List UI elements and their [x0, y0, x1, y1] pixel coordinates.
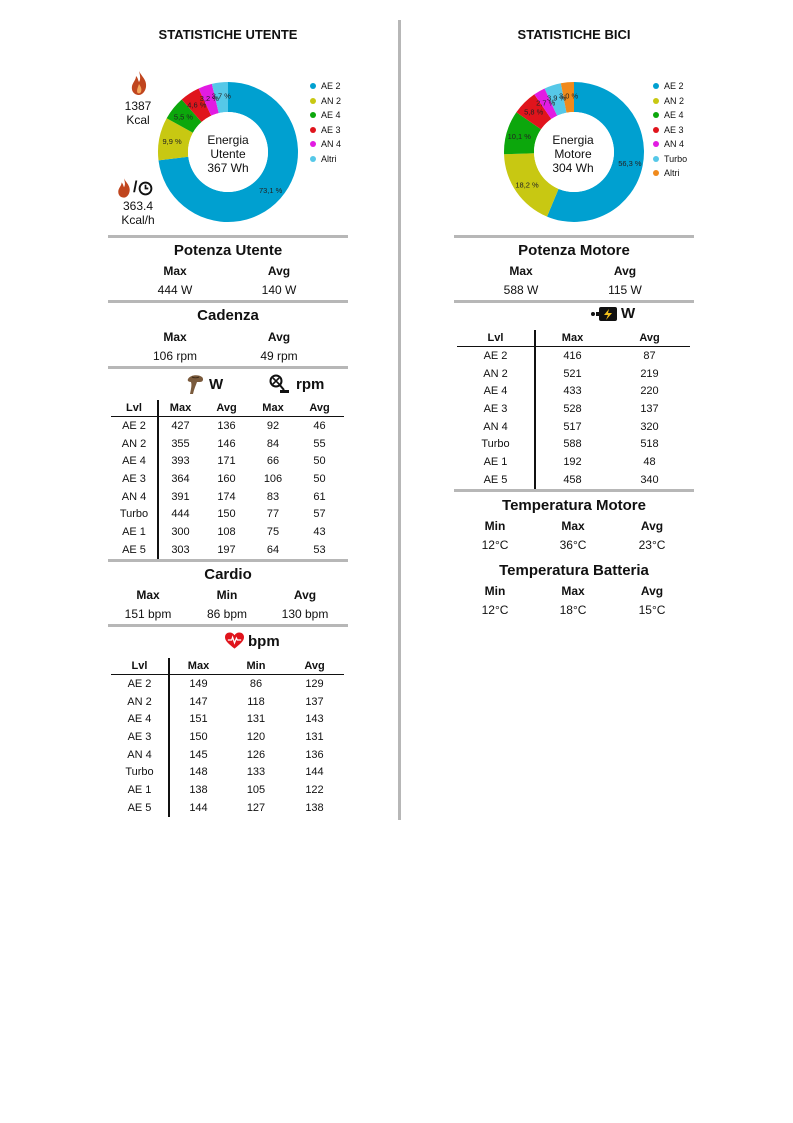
table-cell: 133 [246, 766, 266, 779]
motor-power-title: Potenza Motore [518, 242, 630, 259]
cadence-header [268, 373, 324, 395]
column-divider [398, 20, 401, 820]
table-row [457, 365, 690, 383]
table-cell: 50 [313, 455, 326, 468]
table-cell: 92 [266, 419, 280, 432]
table-cell: 146 [217, 437, 236, 450]
table-cell: AE 3 [111, 728, 169, 746]
leg-muscle-icon [184, 373, 206, 395]
legend-dot-icon [653, 112, 659, 118]
user-power-max: 444 W [157, 283, 193, 297]
legend-dot-icon [310, 83, 316, 89]
motor-temp-min-label: Min [484, 519, 506, 533]
table-cell: 127 [246, 801, 266, 814]
motor-energy-value: 304 Wh [552, 161, 594, 175]
table-cell: 55 [313, 437, 326, 450]
legend-label: Altri [321, 153, 337, 164]
table-cell: 87 [643, 349, 656, 362]
cadence-title: Cadenza [197, 307, 259, 324]
table-cell: 106 [263, 472, 283, 485]
legend-item [653, 79, 687, 94]
table-cell: Turbo [457, 435, 535, 453]
table-row [111, 505, 344, 523]
table-row [111, 541, 344, 559]
table-cell: 86 [249, 677, 263, 690]
table-cell: 518 [640, 438, 659, 451]
legend-label: AE 2 [664, 81, 684, 91]
table-cell: 147 [189, 695, 208, 708]
divider [454, 235, 694, 238]
table-cell: 150 [217, 508, 236, 521]
table-cell: 303 [171, 543, 190, 556]
table-cell: 151 [189, 713, 208, 726]
table-cell: 120 [246, 730, 266, 743]
legend-dot-icon [310, 127, 316, 133]
table-cell: Turbo [111, 505, 158, 523]
motor-power-avg-label: Avg [613, 264, 637, 278]
legend-label: AN 4 [321, 139, 342, 149]
donut-slice-label: 3,9 % [546, 93, 567, 103]
table-cell: 122 [305, 783, 324, 796]
table-cell: AE 1 [111, 523, 158, 541]
table-row [111, 710, 344, 728]
donut-slice-label: 5,5 % [173, 112, 194, 122]
legend-dot-icon [653, 127, 659, 133]
table-cell: AN 4 [457, 418, 535, 436]
table-cell: 528 [563, 402, 582, 415]
table-cell: AE 1 [457, 453, 535, 471]
table-header-cell: Max [158, 400, 202, 417]
table-cell: 138 [189, 783, 208, 796]
table-cell: AE 5 [457, 471, 535, 489]
donut-slice-label: 2,7 % [536, 98, 556, 108]
table-cell: 149 [189, 677, 208, 690]
table-row [111, 675, 344, 693]
cardio-max-label: Max [136, 588, 160, 602]
table-cell: 144 [189, 801, 208, 814]
table-cell: 53 [313, 543, 326, 556]
table-row [111, 452, 344, 470]
table-row [457, 347, 690, 365]
table-cell: 171 [217, 455, 236, 468]
donut-slice-label: 3,0 % [559, 91, 579, 101]
cadence-unit: rpm [296, 375, 325, 393]
flame-icon [129, 70, 149, 101]
cardio-title: Cardio [204, 566, 252, 583]
motor-temp-avg-label: Avg [640, 519, 664, 533]
bike-stats-header: STATISTICHE BICI [517, 27, 631, 42]
divider [108, 235, 348, 238]
table-cell: 108 [217, 525, 236, 538]
table-cell: AN 2 [457, 365, 535, 383]
table-row [111, 470, 344, 488]
cardio-level-table [111, 658, 344, 817]
motor-power-header [590, 305, 635, 322]
legend-dot-icon [653, 170, 659, 176]
cadence-avg-label: Avg [267, 330, 291, 344]
table-cell: 84 [266, 437, 280, 450]
legend-label: AE 4 [321, 110, 341, 120]
clock-icon [138, 181, 153, 196]
flame-icon [116, 177, 132, 199]
table-cell: 320 [640, 420, 659, 433]
table-row [111, 693, 344, 711]
user-energy-line1: Energia [207, 133, 249, 147]
battery-temp-title: Temperatura Batteria [499, 562, 649, 579]
table-cell: 75 [266, 525, 280, 538]
table-cell: 340 [640, 473, 659, 486]
motor-temp-title: Temperatura Motore [502, 497, 646, 514]
legend-label: AE 3 [321, 124, 341, 135]
heart-rate-header [225, 632, 280, 650]
donut-slice-label: 73,1 % [258, 185, 283, 195]
legend-item [310, 94, 341, 109]
cardio-min: 86 bpm [206, 607, 248, 621]
table-cell: 192 [563, 455, 582, 468]
cardio-max: 151 bpm [124, 607, 172, 621]
user-power-avg-label: Avg [267, 264, 291, 278]
user-energy-legend [310, 79, 341, 166]
table-cell: 517 [563, 420, 582, 433]
pedal-crank-icon [268, 373, 290, 395]
table-cell: 197 [217, 543, 236, 556]
table-cell: 444 [171, 508, 190, 521]
table-row [111, 435, 344, 453]
table-cell: 46 [313, 419, 326, 432]
table-cell: 588 [563, 438, 582, 451]
table-cell: 148 [189, 766, 208, 779]
table-cell: 131 [305, 730, 324, 743]
table-cell: AE 4 [111, 710, 169, 728]
legend-item [653, 166, 687, 181]
donut-slice-label: 9,9 % [162, 137, 182, 147]
table-cell: 143 [305, 713, 324, 726]
table-row [457, 418, 690, 436]
table-cell: 137 [640, 402, 659, 415]
table-cell: 136 [217, 419, 236, 432]
table-header-cell: Max [535, 330, 609, 347]
table-row [457, 400, 690, 418]
divider [454, 489, 694, 492]
table-cell: AE 2 [111, 675, 169, 693]
table-header-cell: Min [227, 658, 285, 675]
table-header-cell: Avg [295, 400, 344, 417]
donut-slice-label: 56,3 % [618, 159, 642, 169]
legend-label: Turbo [664, 153, 688, 164]
calories-rate-unit: Kcal/h [121, 213, 155, 227]
motor-power-max: 588 W [503, 283, 539, 297]
motor-energy-center [538, 133, 608, 175]
table-cell: 150 [189, 730, 208, 743]
table-cell: 364 [171, 472, 190, 485]
legend-item [310, 79, 341, 94]
motor-temp-max: 36°C [559, 538, 587, 552]
table-row [111, 728, 344, 746]
legend-item [310, 108, 341, 123]
table-cell: AE 3 [111, 470, 158, 488]
table-cell: 48 [643, 455, 656, 468]
table-header-row [111, 658, 344, 675]
table-header-row [457, 330, 690, 347]
table-cell: 105 [246, 783, 266, 796]
table-cell: 144 [305, 766, 324, 779]
table-cell: 118 [247, 695, 265, 708]
legend-dot-icon [310, 112, 316, 118]
user-power-title: Potenza Utente [173, 242, 283, 259]
divider [108, 559, 348, 562]
legend-label: AE 4 [664, 110, 684, 120]
table-cell: 219 [640, 367, 659, 380]
table-header-cell: Lvl [457, 330, 535, 347]
cadence-max: 106 rpm [152, 349, 198, 363]
user-energy-line2: Utente [210, 147, 246, 161]
cadence-avg: 49 rpm [260, 349, 298, 363]
user-energy-value: 367 Wh [207, 161, 249, 175]
motor-temp-min: 12°C [481, 538, 509, 552]
table-row [111, 781, 344, 799]
table-cell: 160 [217, 472, 236, 485]
legend-item [310, 123, 341, 138]
battery-temp-max: 18°C [559, 603, 587, 617]
table-cell: 145 [189, 748, 208, 761]
table-cell: AE 3 [457, 400, 535, 418]
table-cell: 131 [246, 713, 266, 726]
table-cell: AE 2 [111, 417, 158, 435]
legend-item [653, 152, 687, 167]
table-row [111, 488, 344, 506]
table-header-cell: Lvl [111, 400, 158, 417]
table-cell: 83 [266, 490, 280, 503]
table-header-cell: Lvl [111, 658, 169, 675]
table-cell: 77 [266, 508, 280, 521]
user-level-table [111, 400, 344, 559]
table-cell: AE 2 [457, 347, 535, 365]
motor-power-avg: 115 W [608, 283, 642, 297]
donut-slice-label: 5,8 % [524, 107, 544, 117]
legend-label: AE 3 [664, 124, 684, 135]
motor-level-table [457, 330, 690, 489]
legend-label: Altri [664, 168, 680, 178]
table-cell: 138 [305, 801, 324, 814]
legend-label: AN 4 [664, 139, 685, 149]
legend-dot-icon [653, 83, 659, 89]
table-cell: AN 2 [111, 435, 158, 453]
legend-dot-icon [653, 141, 659, 147]
legend-dot-icon [653, 98, 659, 104]
legend-item [653, 94, 687, 109]
battery-temp-avg-label: Avg [640, 584, 664, 598]
table-cell: AN 4 [111, 746, 169, 764]
battery-temp-max-label: Max [561, 584, 585, 598]
table-cell: 174 [217, 490, 236, 503]
cadence-max-label: Max [163, 330, 187, 344]
legend-label: AE 2 [321, 81, 341, 91]
cardio-avg-label: Avg [293, 588, 317, 602]
table-header-cell: Avg [285, 658, 344, 675]
motor-energy-line1: Energia [552, 133, 594, 147]
legend-label: AN 2 [321, 95, 342, 106]
legend-dot-icon [310, 141, 316, 147]
table-row [111, 746, 344, 764]
leg-power-header [184, 373, 223, 395]
table-cell: 521 [563, 367, 582, 380]
table-cell: 416 [563, 349, 582, 362]
table-row [457, 435, 690, 453]
calories-unit: Kcal [126, 113, 150, 127]
table-header-cell: Avg [609, 330, 690, 347]
legend-item [310, 152, 341, 167]
table-row [111, 417, 344, 435]
table-cell: AN 2 [111, 693, 169, 711]
table-cell: 137 [305, 695, 324, 708]
donut-slice-label: 18,2 % [515, 180, 539, 190]
table-header-cell: Max [251, 400, 295, 417]
table-cell: 129 [305, 677, 324, 690]
legend-item [653, 108, 687, 123]
table-cell: 126 [246, 748, 266, 761]
heart-rate-icon [225, 632, 244, 650]
cardio-min-label: Min [216, 588, 238, 602]
legend-item [653, 137, 687, 152]
table-cell: 66 [266, 455, 280, 468]
motor-power-unit: W [621, 305, 636, 322]
user-power-max-label: Max [163, 264, 187, 278]
legend-dot-icon [653, 156, 659, 162]
table-cell: 220 [640, 385, 659, 398]
table-cell: Turbo [111, 763, 169, 781]
table-cell: 61 [313, 490, 326, 503]
motor-icon [590, 306, 618, 322]
legend-dot-icon [310, 98, 316, 104]
table-cell: 393 [171, 455, 190, 468]
motor-power-max-label: Max [509, 264, 533, 278]
user-power-avg: 140 W [261, 283, 297, 297]
calories-rate-value: 363.4 [122, 199, 154, 213]
table-cell: 433 [563, 385, 582, 398]
battery-temp-min: 12°C [481, 603, 509, 617]
table-cell: 64 [266, 543, 280, 556]
user-energy-center [193, 133, 263, 175]
table-row [111, 799, 344, 817]
table-cell: AE 4 [111, 452, 158, 470]
calories-value: 1387 [124, 99, 152, 113]
table-header-cell: Avg [202, 400, 251, 417]
table-cell: 391 [171, 490, 190, 503]
table-cell: 43 [313, 525, 326, 538]
donut-slice-label: 3,7 % [211, 91, 231, 101]
table-cell: 50 [313, 472, 326, 485]
donut-slice-label: 4,6 % [187, 100, 207, 110]
motor-energy-legend [653, 79, 687, 181]
table-cell: 427 [171, 419, 190, 432]
legend-dot-icon [310, 156, 316, 162]
table-header-row [111, 400, 344, 417]
battery-temp-min-label: Min [484, 584, 506, 598]
motor-energy-line2: Motore [554, 147, 592, 161]
table-cell: 458 [563, 473, 582, 486]
divider [108, 366, 348, 369]
table-cell: AE 4 [457, 382, 535, 400]
table-cell: AE 1 [111, 781, 169, 799]
calories-rate-icons: / [116, 177, 153, 199]
table-header-cell: Max [169, 658, 227, 675]
battery-temp-avg: 15°C [638, 603, 666, 617]
divider [454, 300, 694, 303]
table-cell: 136 [305, 748, 324, 761]
divider [108, 300, 348, 303]
table-row [457, 382, 690, 400]
table-cell: 355 [171, 437, 190, 450]
table-cell: AN 4 [111, 488, 158, 506]
donut-slice-label: 10,1 % [507, 131, 531, 141]
table-cell: 57 [313, 508, 326, 521]
table-row [111, 523, 344, 541]
user-stats-header: STATISTICHE UTENTE [158, 27, 298, 42]
table-row [457, 471, 690, 489]
table-row [111, 763, 344, 781]
legend-label: AN 2 [664, 95, 685, 106]
leg-power-unit: W [209, 375, 224, 393]
divider [108, 624, 348, 627]
table-row [457, 453, 690, 471]
motor-temp-max-label: Max [561, 519, 585, 533]
table-cell: AE 5 [111, 799, 169, 817]
donut-slice-label: 3,2 % [199, 94, 219, 104]
heart-rate-unit: bpm [248, 632, 280, 650]
legend-item [310, 137, 341, 152]
motor-temp-avg: 23°C [638, 538, 666, 552]
legend-item [653, 123, 687, 138]
table-cell: 300 [171, 525, 190, 538]
table-cell: AE 5 [111, 541, 158, 559]
cardio-avg: 130 bpm [281, 607, 329, 621]
